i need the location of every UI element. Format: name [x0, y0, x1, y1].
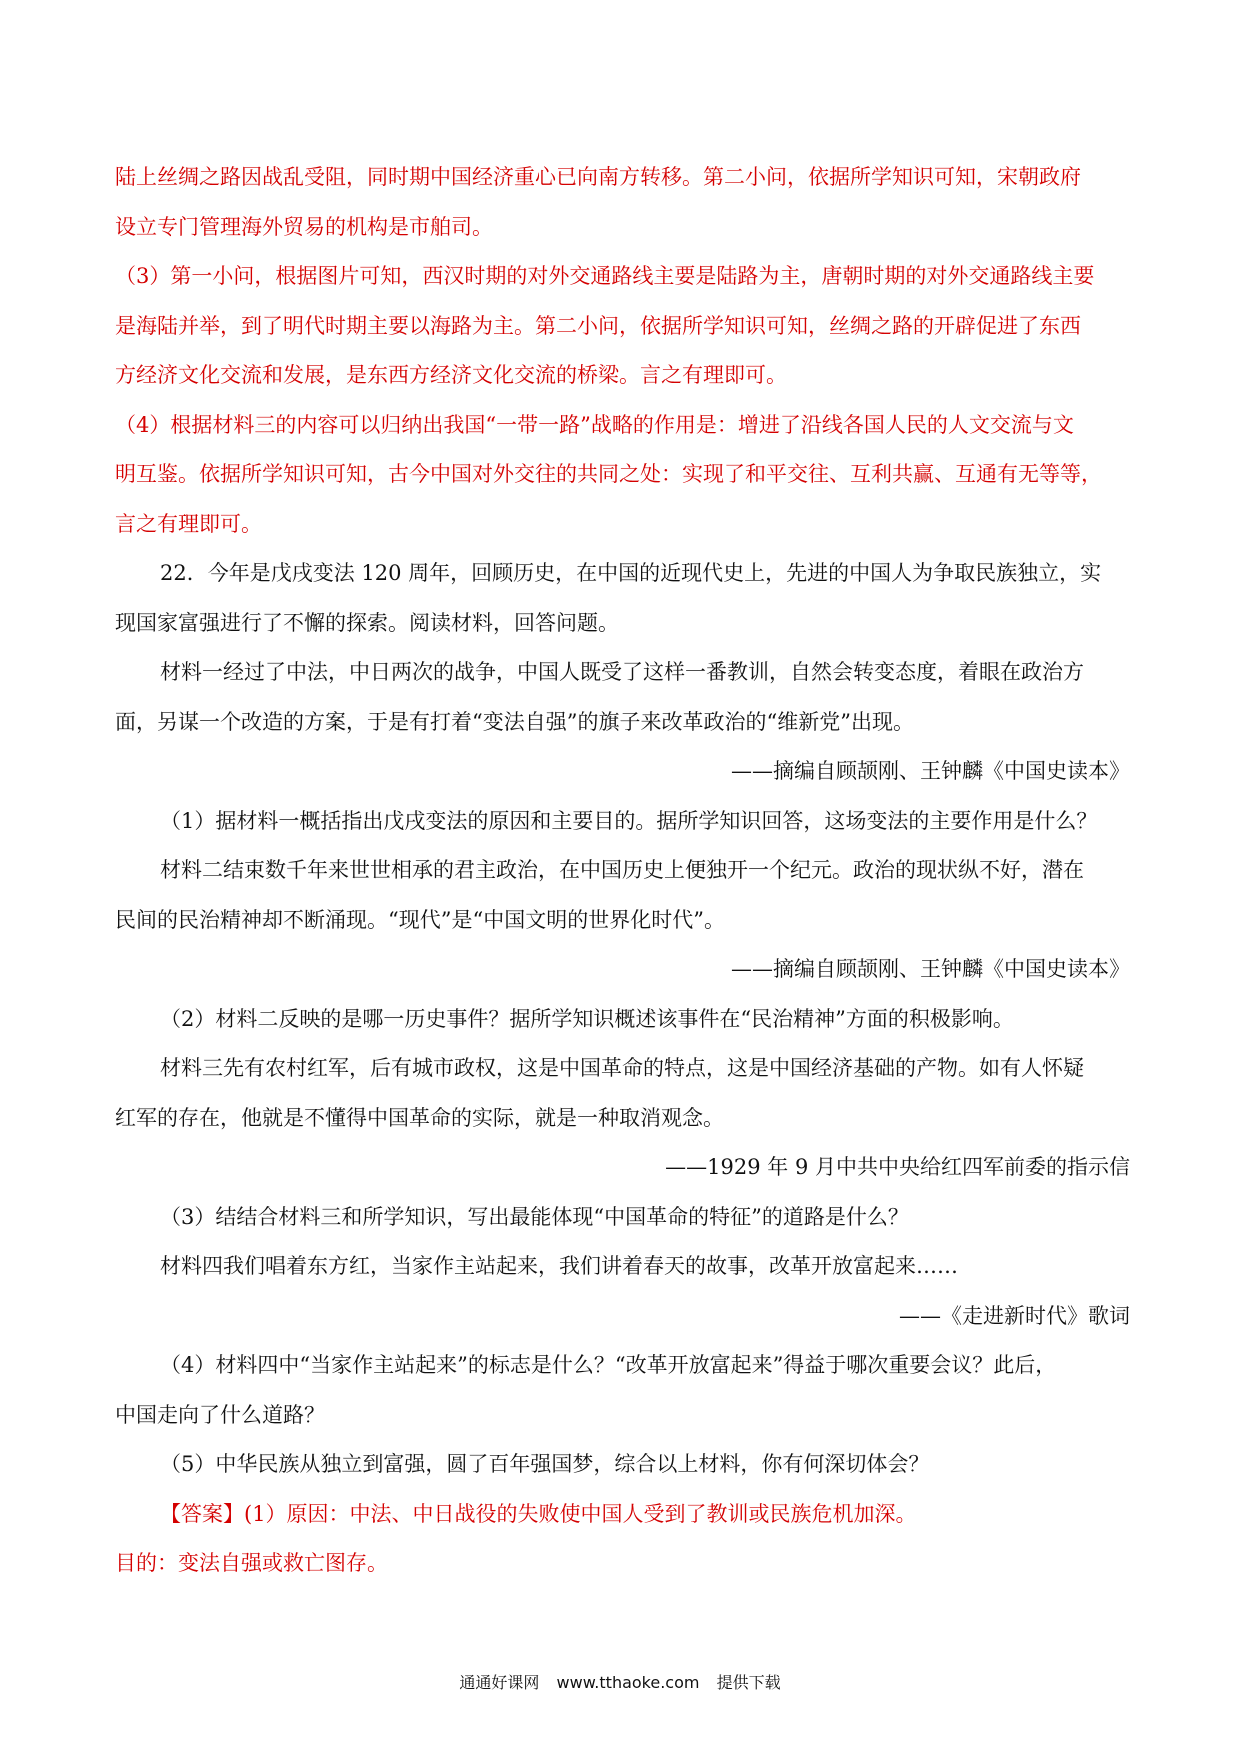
- answer-analysis-line: 方经济文化交流和发展，是东西方经济文化交流的桥梁。言之有理即可。: [115, 363, 787, 387]
- answer-analysis-line: （3）第一小问，根据图片可知，西汉时期的对外交通路线主要是陆路为主，唐朝时期的对外交通路线主要: [115, 264, 1095, 288]
- material-source: ——摘编自顾颉刚、王钟麟《中国史读本》: [731, 957, 1130, 981]
- answer-analysis-line: 明互鉴。依据所学知识可知，古今中国对外交往的共同之处：实现了和平交往、互利共赢、互通有无等等，: [115, 462, 1102, 486]
- answer-analysis-line: 言之有理即可。: [115, 511, 262, 536]
- material-text: 材料一经过了中法，中日两次的战争，中国人既受了这样一番教训，自然会转变态度，着眼在政治方: [160, 660, 1084, 684]
- footer-url: www.tthaoke.com: [556, 1673, 700, 1692]
- material-text: 材料二结束数千年来世世相承的君主政治，在中国历史上便独开一个纪元。政治的现状纵不好，潜在: [160, 858, 1084, 882]
- sub-question: （5）中华民族从独立到富强，圆了百年强国梦，综合以上材料，你有何深切体会？: [160, 1452, 930, 1476]
- answer-analysis-line: 设立专门管理海外贸易的机构是市舶司。: [115, 214, 493, 239]
- footer-site-name: 通通好课网: [459, 1673, 540, 1692]
- sub-question: （3）结结合材料三和所学知识，写出最能体现“中国革命的特征”的道路是什么？: [160, 1204, 909, 1229]
- sub-question: （1）据材料一概括指出戊戌变法的原因和主要目的。据所学知识回答，这场变法的主要作用是什么？: [160, 808, 1098, 833]
- document-body: [115, 153, 1135, 1589]
- question-stem: 22．今年是戊戌变法 120 周年，回顾历史，在中国的近现代史上，先进的中国人为争取民族独立，实: [160, 561, 1102, 585]
- material-text: 面，另谋一个改造的方案，于是有打着“变法自强”的旗子来改革政治的“维新党”出现。: [115, 709, 914, 734]
- material-text: 民间的民治精神却不断涌现。“现代”是“中国文明的世界化时代”。: [115, 907, 725, 932]
- material-text: 材料四我们唱着东方红，当家作主站起来，我们讲着春天的故事，改革开放富起来……: [160, 1254, 958, 1278]
- page-footer: [0, 1670, 1240, 1693]
- material-source: ——摘编自顾颉刚、王钟麟《中国史读本》: [731, 759, 1130, 783]
- answer-line: 【答案】(1）原因：中法、中日战役的失败使中国人受到了教训或民族危机加深。: [160, 1501, 917, 1526]
- question-stem: 现国家富强进行了不懈的探索。阅读材料，回答问题。: [115, 610, 619, 635]
- answer-line: 目的：变法自强或救亡图存。: [115, 1551, 388, 1575]
- answer-analysis-line: 陆上丝绸之路因战乱受阻，同时期中国经济重心已向南方转移。第二小问，依据所学知识可知，宋朝政府: [115, 165, 1081, 189]
- sub-question: （2）材料二反映的是哪一历史事件？据所学知识概述该事件在“民治精神”方面的积极影响。: [160, 1006, 1014, 1031]
- answer-analysis-line: （4）根据材料三的内容可以归纳出我国“一带一路”战略的作用是：增进了沿线各国人民的人文交流与文: [115, 412, 1074, 437]
- material-source: ——《走进新时代》歌词: [899, 1303, 1130, 1328]
- footer-suffix: 提供下载: [716, 1673, 781, 1692]
- sub-question: 中国走向了什么道路？: [115, 1402, 325, 1427]
- material-text: 材料三先有农村红军，后有城市政权，这是中国革命的特点，这是中国经济基础的产物。如有人怀疑: [160, 1056, 1084, 1080]
- sub-question: （4）材料四中“当家作主站起来”的标志是什么？“改革开放富起来”得益于哪次重要会议？此后，: [160, 1353, 1057, 1377]
- material-source: ——1929 年 9 月中共中央给红四军前委的指示信: [665, 1155, 1130, 1179]
- answer-analysis-line: 是海陆并举，到了明代时期主要以海路为主。第二小问，依据所学知识可知，丝绸之路的开辟促进了东西: [115, 313, 1081, 338]
- material-text: 红军的存在，他就是不懂得中国革命的实际，就是一种取消观念。: [115, 1105, 724, 1130]
